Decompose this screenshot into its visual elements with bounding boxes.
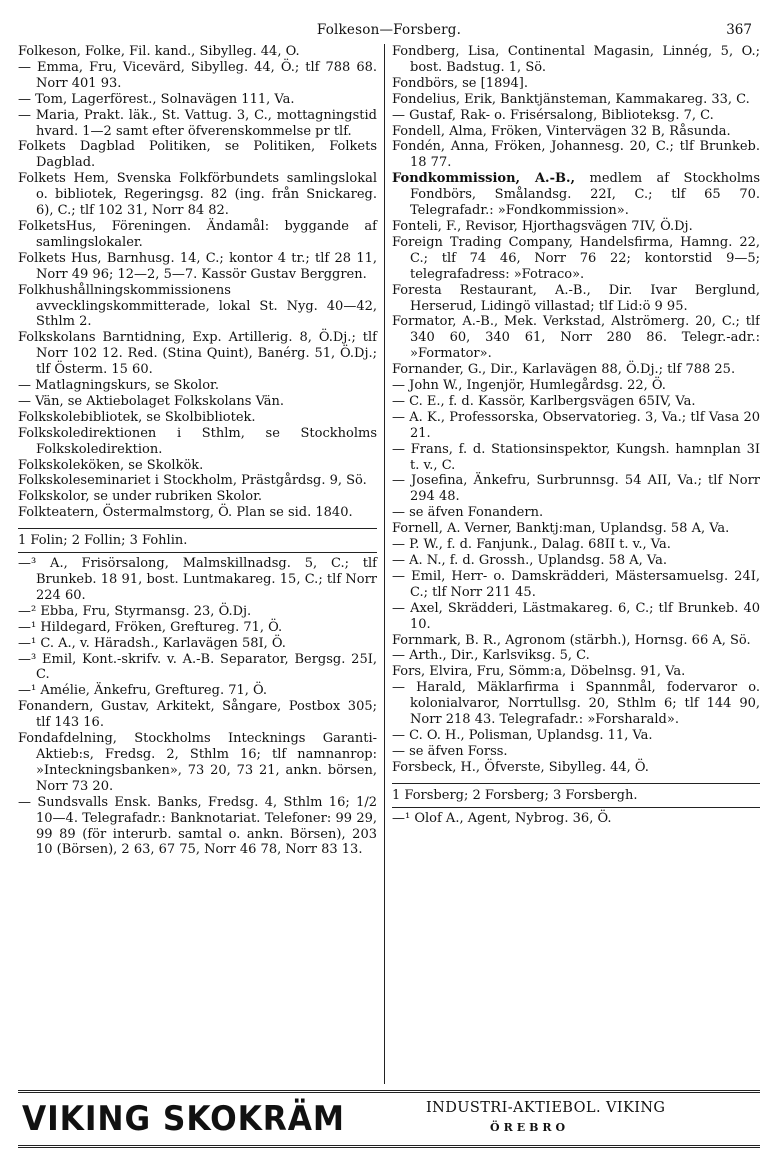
left-column (18, 44, 385, 1084)
directory-entry: Forsbeck, H., Öfverste, Sibylleg. 44, Ö. (392, 759, 649, 775)
directory-entry: FolketsHus, Föreningen. Ändamål: byggande af samlingslokaler. (18, 218, 377, 250)
directory-entry: —² Ebba, Fru, Styrmansg. 23, Ö.Dj. (18, 603, 252, 619)
section-title-forsberg: 1 Forsberg; 2 Forsberg; 3 Forsbergh. (392, 786, 760, 808)
page-header (18, 16, 760, 44)
page-number: 367 (726, 22, 752, 38)
section-title-folin: 1 Folin; 2 Follin; 3 Fohlin. (18, 531, 377, 553)
section-divider (18, 528, 377, 529)
directory-entry: — Tom, Lagerförest., Solnavägen 111, Va. (18, 91, 295, 107)
directory-entry: — C. O. H., Polisman, Uplandsg. 11, Va. (392, 727, 653, 743)
directory-entry: — P. W., f. d. Fanjunk., Dalag. 68II t. v., Va. (392, 537, 671, 553)
directory-entry: — Axel, Skrädderi, Lästmakareg. 6, C.; tlf Brunkeb. 40 10. (392, 600, 760, 632)
directory-entry: Fondén, Anna, Fröken, Johannesg. 20, C.; tlf Brunkeb. 18 77. (392, 139, 760, 171)
directory-entry: Fondell, Alma, Fröken, Vintervägen 32 B, Råsunda. (392, 123, 731, 139)
directory-entry: — Frans, f. d. Stationsinspektor, Kungsh. hamnplan 3I t. v., C. (392, 441, 760, 473)
directory-entry: Fondafdelning, Stockholms Intecknings Garanti-Aktieb:s, Fredsg. 2, Sthlm 16; tlf namnanrop: »Inteckningsbanken», 73 20, 73 21, ankn. börsen, Norr 73 20. (18, 731, 377, 794)
directory-entry: — Matlagningskurs, se Skolor. (18, 378, 219, 394)
ad-rule-top (18, 1090, 760, 1093)
directory-entry: Folkskoleköken, se Skolkök. (18, 457, 204, 473)
directory-entry: Foreign Trading Company, Handelsfirma, Hamng. 22, C.; tlf 74 46, Norr 76 22; kontorstid 9—5; telegrafadress: »Fotraco». (392, 234, 760, 282)
directory-entry: — Gustaf, Rak- o. Frisérsalong, Biblioteksg. 7, C. (392, 107, 714, 123)
section-divider (392, 783, 760, 784)
directory-entry: — Emil, Herr- o. Damskrädderi, Mästersamuelsg. 24I, C.; tlf Norr 211 45. (392, 568, 760, 600)
directory-entry: Foresta Restaurant, A.-B., Dir. Ivar Berglund, Herserud, Lidingö villastad; tlf Lid:ö 9 95. (392, 282, 760, 314)
right-entries-c (392, 811, 760, 827)
right-entries (392, 44, 760, 171)
directory-entry: — se äfven Fonandern. (392, 505, 544, 521)
directory-entry: Folkets Hem, Svenska Folkförbundets samlingslokal o. bibliotek, Regeringsg. 82 (ing. från Snickareg. 6), C.; tlf 102 31, Norr 84 82. (18, 171, 377, 219)
columns (18, 44, 760, 1084)
directory-entry: Fonteli, F., Revisor, Hjorthagsvägen 7IV, Ö.Dj. (392, 218, 693, 234)
directory-entry: —¹ Hildegard, Fröken, Greftureg. 71, Ö. (18, 619, 283, 635)
directory-entry: Fors, Elvira, Fru, Sömm:a, Döbelnsg. 91, Va. (392, 664, 686, 680)
directory-entry: — C. E., f. d. Kassör, Karlbergsvägen 65IV, Va. (392, 393, 696, 409)
directory-entry: Folkskoleseminariet i Stockholm, Prästgårdsg. 9, Sö. (18, 473, 367, 489)
directory-entry: — John W., Ingenjör, Humlegårdsg. 22, Ö. (392, 378, 666, 394)
directory-entry: Folkeson, Folke, Fil. kand., Sibylleg. 44, Ö. (18, 44, 300, 59)
directory-entry: Fondbörs, se [1894]. (392, 75, 528, 91)
entry-bold-name: Fondkommission, A.-B., (392, 171, 576, 187)
advertisement-banner (18, 1090, 760, 1150)
directory-entry: —³ A., Frisörsalong, Malmskillnadsg. 5, C.; tlf Brunkeb. 18 91, bost. Luntmakareg. 15, C.; tlf Norr 224 60. (18, 556, 377, 603)
directory-entry: Folkskolor, se under rubriken Skolor. (18, 489, 263, 505)
directory-entry: Folkskoledirektionen i Sthlm, se Stockholms Folkskoledirektion. (18, 425, 377, 457)
directory-entry: —¹ Amélie, Änkefru, Greftureg. 71, Ö. (18, 683, 268, 699)
directory-entry: Fonandern, Gustav, Arkitekt, Sångare, Postbox 305; tlf 143 16. (18, 699, 377, 731)
directory-entry: — Arth., Dir., Karlsviksg. 5, C. (392, 648, 590, 664)
directory-entry: —¹ Olof A., Agent, Nybrog. 36, Ö. (392, 810, 612, 826)
ad-rule-bottom (18, 1145, 760, 1148)
directory-entry: —³ Emil, Kont.-skrifv. v. A.-B. Separator, Bergsg. 25I, C. (18, 651, 377, 683)
directory-entry: Fondberg, Lisa, Continental Magasin, Linnég, 5, Ö.; bost. Badstug. 1, Sö. (392, 44, 760, 75)
directory-entry: Fornander, G., Dir., Karlavägen 88, Ö.Dj.; tlf 788 25. (392, 362, 736, 378)
directory-entry: Folkteatern, Östermalmstorg, Ö. Plan se sid. 1840. (18, 505, 353, 521)
directory-entry: — Josefina, Änkefru, Surbrunnsg. 54 AII, Va.; tlf Norr 294 48. (392, 473, 760, 505)
ad-company: INDUSTRI-AKTIEBOL. VIKING (426, 1100, 666, 1116)
left-entries-2 (18, 556, 377, 858)
directory-entry: Folkskolebibliotek, se Skolbibliotek. (18, 409, 256, 425)
directory-entry: Fondelius, Erik, Banktjänsteman, Kammakareg. 33, C. (392, 91, 750, 107)
left-entries (18, 44, 377, 521)
directory-entry-fondkommission (392, 171, 760, 219)
running-title: Folkeson—Forsberg. (316, 22, 462, 38)
directory-entry: Fornell, A. Verner, Banktj:man, Uplandsg. 58 A, Va. (392, 521, 730, 537)
ad-city: ÖREBRO (490, 1121, 570, 1134)
directory-entry: — A. K., Professorska, Observatorieg. 3, Va.; tlf Vasa 20 21. (392, 409, 760, 441)
directory-entry: — Maria, Prakt. läk., St. Vattug. 3, C., mottagningstid hvard. 1—2 samt efter öfverenskommelse pr tlf. (18, 107, 377, 139)
entry-text: medlem af Stockholms Fondbörs, Smålandsg. 22I, C.; tlf 65 70. Telegrafadr.: »Fondkommission». (410, 171, 760, 219)
right-entries-b (392, 219, 760, 776)
directory-entry: Folkets Dagblad Politiken, se Politiken, Folkets Dagblad. (18, 139, 377, 171)
directory-entry: — Emma, Fru, Vicevärd, Sibylleg. 44, Ö.; tlf 788 68. Norr 401 93. (18, 59, 377, 91)
directory-entry: Folkskolans Barntidning, Exp. Artillerig. 8, Ö.Dj.; tlf Norr 102 12. Red. (Stina Quint), Banérg. 51, Ö.Dj.; tlf Österm. 15 60. (18, 330, 377, 378)
directory-entry: Formator, A.-B., Mek. Verkstad, Alströmerg. 20, C.; tlf 340 60, 340 61, Norr 280 86. Telegr.-adr.: »Formator». (392, 314, 760, 362)
directory-entry: — A. N., f. d. Grossh., Uplandsg. 58 A, Va. (392, 553, 668, 568)
directory-entry: Folkets Hus, Barnhusg. 14, C.; kontor 4 tr.; tlf 28 11, Norr 49 96; 12—2, 5—7. Kassör Gustav Berggren. (18, 250, 377, 282)
right-column (385, 44, 760, 1084)
directory-entry: — Vän, se Aktiebolaget Folkskolans Vän. (18, 393, 285, 409)
directory-entry: — se äfven Forss. (392, 743, 508, 759)
directory-entry: Folkhushållningskommissionens avvecklingskommitterade, lokal St. Nyg. 40—42, Sthlm 2. (18, 282, 377, 330)
directory-entry: Fornmark, B. R., Agronom (stärbh.), Hornsg. 66 A, Sö. (392, 632, 751, 648)
directory-entry: — Harald, Mäklarfirma i Spannmål, fodervaror o. kolonialvaror, Norrtullsg. 20, Sthlm 6; tlf 144 90, Norr 218 43. Telegrafadr.: »Forsharald». (392, 680, 760, 728)
ad-brand: VIKING SKOKRÄM (22, 1099, 345, 1139)
directory-entry: —¹ C. A., v. Häradsh., Karlavägen 58I, Ö. (18, 635, 286, 651)
directory-entry: — Sundsvalls Ensk. Banks, Fredsg. 4, Sthlm 16; 1/2 10—4. Telegrafadr.: Banknotariat. Telefoner: 99 29, 99 89 (för interurb. samtal o. ankn. Börsen), 203 10 (Börsen), 2 63, 67 75, Norr 46 78, Norr 83 13. (18, 794, 377, 858)
